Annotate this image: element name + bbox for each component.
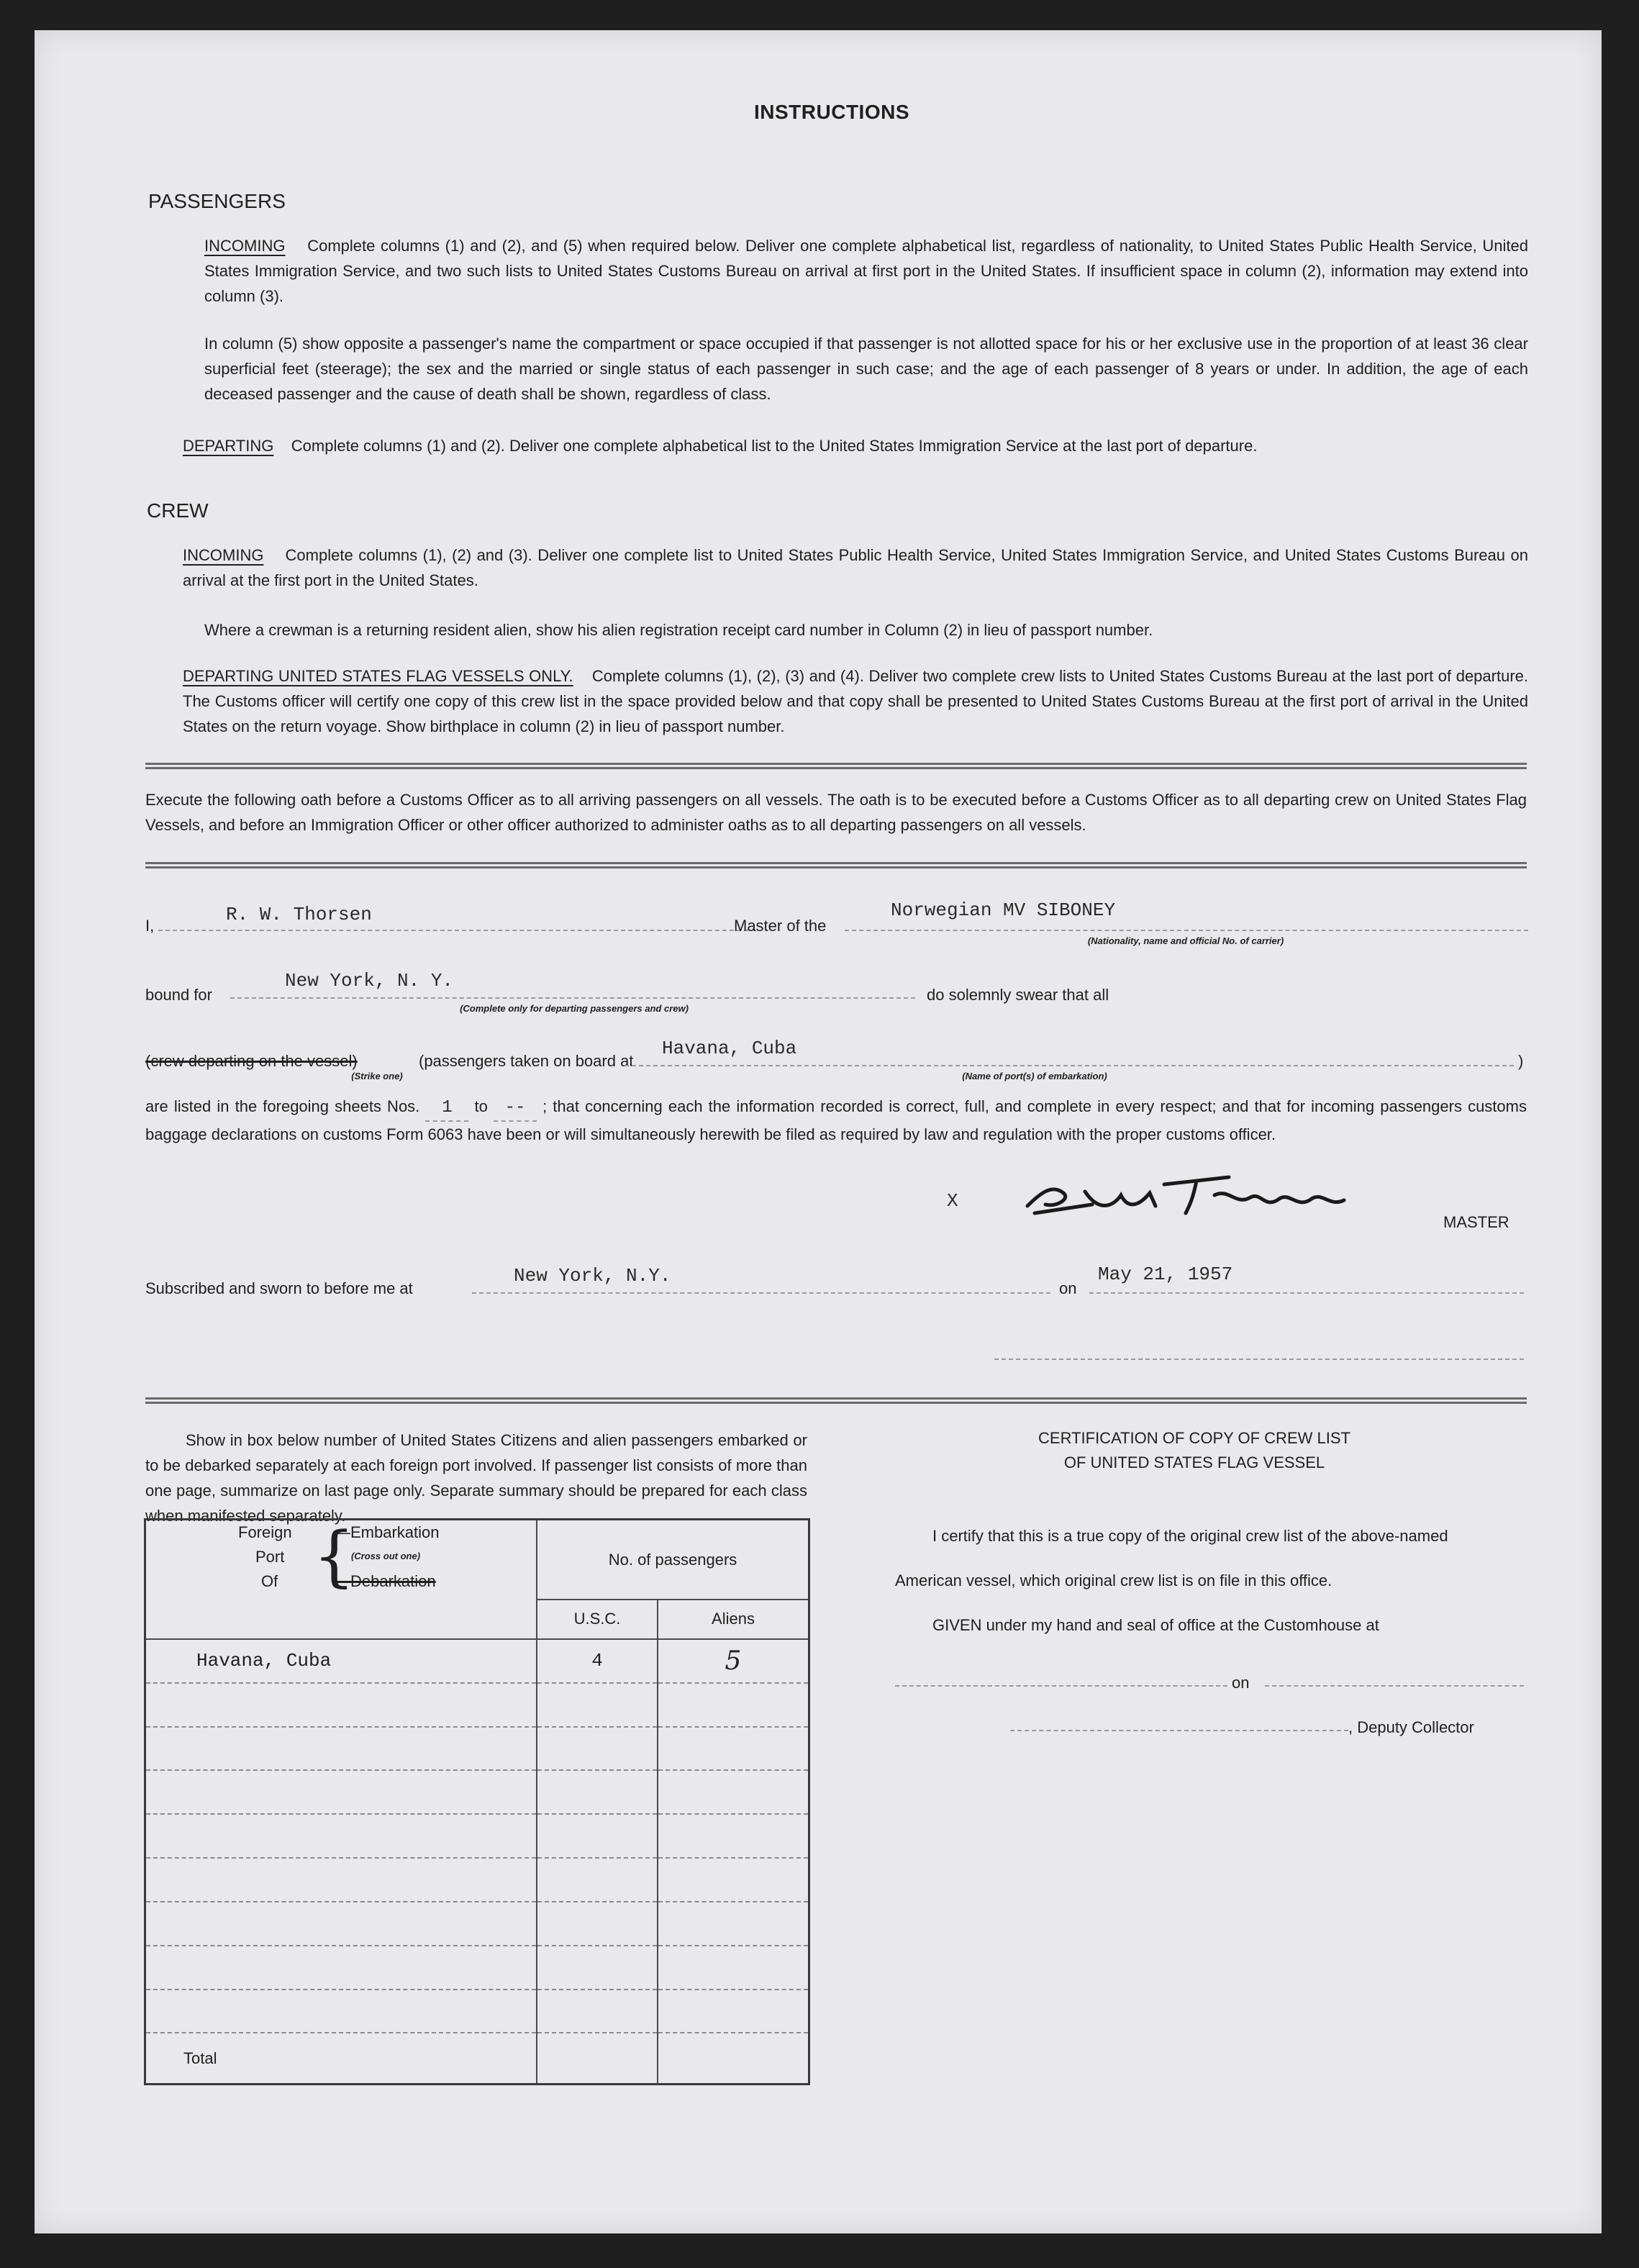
customhouse-line bbox=[895, 1685, 1227, 1687]
passengers-heading: PASSENGERS bbox=[148, 190, 286, 212]
deputy-collector-label: , Deputy Collector bbox=[1348, 1718, 1474, 1736]
deputy-signature-line bbox=[1010, 1730, 1348, 1731]
table-row bbox=[145, 1858, 809, 1902]
crew-incoming-text: Complete columns (1), (2) and (3). Deliver one complete list to United States Public Health Service, United States Immigration Service, and United States Customs Bureau on arrival at the first port in the United States. bbox=[183, 546, 1528, 589]
port-caption: (Name of port(s) of embarkation) bbox=[962, 1071, 1107, 1081]
crew-departing-label: DEPARTING UNITED STATES FLAG VESSELS ONLY. bbox=[183, 667, 573, 685]
crew-departing-text: Complete columns (1), (2), (3) and (4). Deliver two complete crew lists to United States Customs Bureau at the last port of departure. The Customs officer will certify one copy of this crew list in the space provided below and that copy shall be presented to United States Customs Bureau at the first port of arrival in the United States on the return voyage. Show birthplace in column (2) in lieu of passport number. bbox=[183, 667, 1529, 735]
swear-label: do solemnly swear that all bbox=[927, 986, 1109, 1004]
subscribed-label: Subscribed and sworn to before me at bbox=[145, 1279, 413, 1297]
crew-resident-paragraph: Where a crewman is a returning resident alien, show his alien registration receipt card number in Column (2) in lieu of passport number. bbox=[204, 621, 1153, 639]
master-label: MASTER bbox=[1443, 1213, 1509, 1231]
listed-paragraph: are listed in the foregoing sheets Nos. 1 to -- ; that concerning each the information recorded is correct, full, and complete in every respect; and that for incoming passengers customs baggage declarations on customs Form 6063 have been or will simultaneously herewith be filed as required by law and regulation with the proper customs officer. bbox=[145, 1094, 1527, 1147]
bound-for-line bbox=[230, 997, 915, 999]
port-line bbox=[625, 1065, 1514, 1066]
sworn-place-field[interactable]: New York, N.Y. bbox=[514, 1265, 671, 1287]
total-usc-cell[interactable] bbox=[537, 2033, 658, 2084]
table-row bbox=[145, 1814, 809, 1858]
oath-intro: Execute the following oath before a Customs Officer as to all arriving passengers on all vessels. The oath is to be executed before a Customs Officer as to all departing crew on United States Flag Vessels, and before an Immigration Officer or other officer authorized to administer oaths as to all departing passengers on all vessels. bbox=[145, 791, 1527, 834]
x-mark: X bbox=[947, 1190, 958, 1212]
table-row bbox=[145, 1946, 809, 1990]
sworn-place-line bbox=[472, 1292, 1050, 1294]
no-passengers-header: No. of passengers bbox=[537, 1520, 809, 1600]
document-page bbox=[35, 30, 1602, 2233]
cert-date-line bbox=[1265, 1685, 1524, 1687]
vessel-line bbox=[845, 930, 1528, 931]
aliens-header: Aliens bbox=[658, 1600, 809, 1639]
table-row bbox=[145, 1727, 809, 1771]
crew-incoming-label: INCOMING bbox=[183, 546, 264, 564]
certification-heading-2: OF UNITED STATES FLAG VESSEL bbox=[1063, 1453, 1325, 1471]
table-row bbox=[145, 1990, 809, 2033]
row-usc-cell[interactable]: 4 bbox=[537, 1639, 658, 1683]
port-header-cell: Foreign Port Of { —Embarkation (Cross out one) —Debarkation bbox=[145, 1520, 537, 1639]
page-title: INSTRUCTIONS bbox=[754, 101, 909, 123]
on-label: on bbox=[1059, 1279, 1077, 1297]
section-divider bbox=[145, 862, 1527, 868]
master-name-line bbox=[158, 930, 755, 931]
section-divider bbox=[145, 1397, 1527, 1404]
bound-caption: (Complete only for departing passengers and crew) bbox=[460, 1003, 689, 1014]
bound-for-field[interactable]: New York, N. Y. bbox=[285, 970, 454, 992]
crew-departing-struck: (crew departing on the vessel) bbox=[145, 1052, 358, 1070]
section-divider bbox=[145, 763, 1527, 769]
sworn-date-field[interactable]: May 21, 1957 bbox=[1098, 1264, 1233, 1285]
brace-icon: { bbox=[313, 1518, 355, 1595]
sworn-date-line bbox=[1089, 1292, 1524, 1294]
crew-incoming-paragraph bbox=[183, 543, 1528, 593]
crew-heading: CREW bbox=[147, 499, 209, 522]
passengers-taken-label: (passengers taken on board at bbox=[419, 1052, 634, 1070]
total-aliens-cell[interactable] bbox=[658, 2033, 809, 2084]
passengers-incoming-label: INCOMING bbox=[204, 237, 286, 255]
master-signature bbox=[1013, 1163, 1380, 1228]
cert-on-label: on bbox=[1232, 1674, 1250, 1692]
given-line: GIVEN under my hand and seal of office at the Customhouse at bbox=[932, 1616, 1379, 1634]
strike-caption: (Strike one) bbox=[351, 1071, 403, 1081]
table-row bbox=[145, 1639, 809, 1683]
passengers-departing-paragraph bbox=[183, 433, 1535, 458]
passengers-incoming-paragraph bbox=[204, 233, 1528, 309]
row-aliens-cell[interactable]: 5 bbox=[658, 1639, 809, 1683]
vessel-field[interactable]: Norwegian MV SIBONEY bbox=[891, 899, 1116, 921]
summary-instructions: Show in box below number of United States Citizens and alien passengers embarked or to be debarked separately at each foreign port involved. If passenger list consists of more than one page, summarize on last page only. Separate summary should be prepared for each class when manifested separately. bbox=[145, 1431, 807, 1525]
oath-i-label: I, bbox=[145, 917, 155, 935]
table-row bbox=[145, 1683, 809, 1727]
vessel-caption: (Nationality, name and official No. of carrier) bbox=[1087, 935, 1284, 946]
usc-header: U.S.C. bbox=[537, 1600, 658, 1639]
crew-departing-paragraph bbox=[183, 663, 1528, 739]
signature-scribble bbox=[1013, 1163, 1380, 1228]
passengers-departing-text: Complete columns (1) and (2). Deliver one complete alphabetical list to the United States Immigration Service at the last port of departure. bbox=[291, 437, 1258, 455]
row-port-cell[interactable]: Havana, Cuba bbox=[145, 1639, 537, 1683]
certify-line-2: American vessel, which original crew list is on file in this office. bbox=[895, 1571, 1332, 1589]
officer-signature-line bbox=[994, 1358, 1524, 1360]
passengers-departing-label: DEPARTING bbox=[183, 437, 274, 455]
bound-for-label: bound for bbox=[145, 986, 212, 1004]
certification-heading-1: CERTIFICATION OF COPY OF CREW LIST bbox=[1038, 1429, 1350, 1447]
master-name-field[interactable]: R. W. Thorsen bbox=[226, 904, 372, 925]
sheet-to-field[interactable]: -- bbox=[494, 1095, 537, 1122]
passenger-summary-table bbox=[144, 1518, 810, 2085]
table-row bbox=[145, 1770, 809, 1814]
total-label: Total bbox=[145, 2033, 537, 2084]
total-row bbox=[145, 2033, 809, 2084]
sheet-from-field[interactable]: 1 bbox=[425, 1095, 468, 1122]
column5-paragraph: In column (5) show opposite a passenger's name the compartment or space occupied if that passenger is not allotted space for his or her exclusive use in the proportion of at least 36 clear superficial feet (steerage); the sex and the married or single status of each passenger in such case; and the age of each passenger of 8 years or under. In addition, the age of each deceased passenger and the cause of death shall be shown, regardless of class. bbox=[204, 335, 1528, 403]
master-of-label: Master of the bbox=[734, 917, 827, 935]
close-paren: ) bbox=[1518, 1052, 1524, 1070]
passengers-incoming-text: Complete columns (1) and (2), and (5) when required below. Deliver one complete alphabetical list, regardless of nationality, to United States Public Health Service, United States Immigration Service, and two such lists to United States Customs Bureau on arrival at first port in the United States. If insufficient space in column (2), information may extend into column (3). bbox=[204, 237, 1528, 305]
certify-line-1: I certify that this is a true copy of the original crew list of the above-named bbox=[932, 1527, 1448, 1545]
table-row bbox=[145, 1902, 809, 1946]
port-field[interactable]: Havana, Cuba bbox=[662, 1038, 797, 1059]
